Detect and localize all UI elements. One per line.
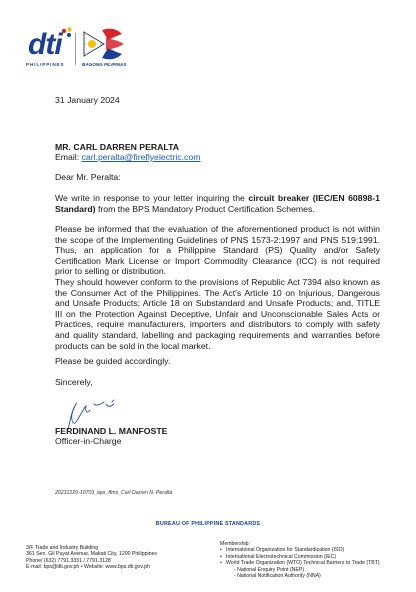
address-line-3: Phone/ (632) 7791.3331 / 7791.3128 <box>26 557 111 564</box>
membership-list <box>220 547 380 566</box>
paragraph-1-text-b: from the BPS Mandatory Product Certification Schemes. <box>95 203 315 214</box>
membership-subitem: - National Notification Authority (NNA) <box>234 573 321 580</box>
footer-membership <box>220 541 380 579</box>
dti-logo-wordmark: dti <box>28 28 62 61</box>
address-line-4: E-mail: bps@dti.gov.ph • Website: www.bps.dti.gov.ph <box>26 564 150 571</box>
paragraph-3: They should however conform to the provisions of Republic Act 7394 also known as the Consumer Act of the Philippines. The Act's Article 10 on Injurious, Dangerous and Unsafe Products; Article 18 on Substandard and Unsafe Products; and, TITLE III on the Protection Against Deceptive, Unfair and Unconscionable Sales Acts or Practices, require manufacturers, importers and distributors to comply with safety and quality standard, labelling and packaging requirements and warranties before products can be sold in the local market. <box>55 277 380 351</box>
bureau-name: BUREAU OF PHILIPPINE STANDARDS <box>155 521 261 527</box>
recipient-email-line <box>55 152 380 163</box>
membership-item: • International Electrotechnical Commission (IEC) <box>220 554 380 560</box>
bagong-pilipinas-logo-icon <box>80 24 126 64</box>
letter-date: 31 January 2024 <box>55 95 120 105</box>
dti-logo-subtext: PHILIPPINES <box>26 62 65 67</box>
signer-name: FERDINAND L. MANFOSTE <box>55 426 168 436</box>
membership-label: Membership: <box>220 541 250 547</box>
logo-divider <box>75 33 76 65</box>
paragraph-1 <box>55 193 380 214</box>
membership-item: • International Organization for Standardization (ISO) <box>220 547 380 553</box>
paragraph-1-text-a: We write in response to your letter inquiring the <box>55 193 249 203</box>
dti-logo-dots-icon <box>60 26 74 40</box>
email-label: Email: <box>55 152 82 162</box>
paragraph-4: Please be guided accordingly. <box>55 356 171 366</box>
closing: Sincerely, <box>55 377 93 387</box>
address-line-2: 361 Sen. Gil Puyat Avenue, Makati City, 1200 Philippines <box>26 551 158 558</box>
recipient-name: MR. CARL DARREN PERALTA <box>55 142 180 152</box>
email-link[interactable]: carl.peralta@fireflyelectric.com <box>81 152 201 162</box>
address-line-1: 3/F Trade and Industry Building <box>26 545 99 551</box>
footer-address <box>26 545 157 571</box>
bagong-pilipinas-subtext: BAGONG PILIPINAS <box>82 62 127 67</box>
membership-subitem: - National Enquiry Point (NEP) <box>234 566 305 573</box>
reference-code: 20231220-10703_eps_ffms_Carl Darren N. Peralta <box>55 490 173 496</box>
salutation: Dear Mr. Peralta: <box>55 172 121 182</box>
membership-item: • World Trade Organization (WTO) Technical Barriers to Trade (TBT) <box>220 560 380 566</box>
signer-title: Officer-in-Charge <box>55 436 122 446</box>
product-name: circuit breaker (IEC/EN 60898-1 Standard) <box>55 193 380 214</box>
paragraph-2: Please be informed that the evaluation of the aforementioned product is not within the scope of the Implementing Guidelines of PNS 1573-2:1997 and PNS 519:1991. Thus, an application for a Philippine Standard (PS) Quality and/or Safety Certification Mark License or Import Commodity Clearance (ICC) is not required prior to selling or distribution. <box>55 224 380 277</box>
